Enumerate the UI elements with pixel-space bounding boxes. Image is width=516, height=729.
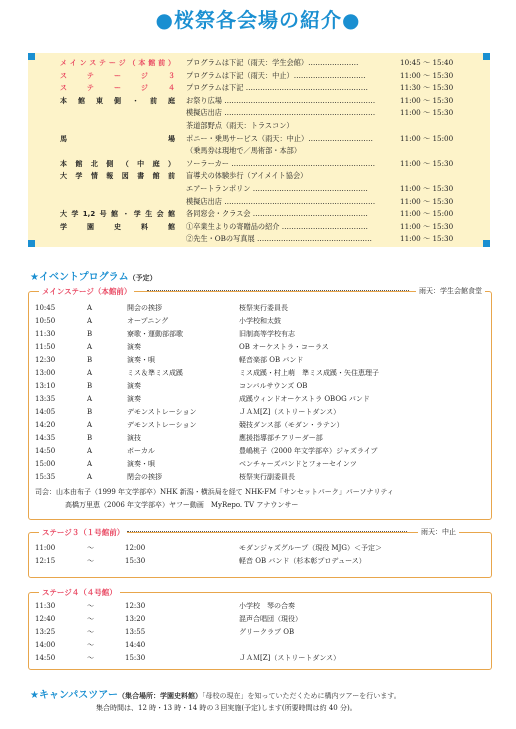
table-row (29, 613, 491, 625)
table-row (29, 639, 491, 651)
cell-sep: ～ (87, 641, 94, 649)
venue-time: 11:30 ～ 15:30 (400, 83, 454, 93)
venue-desc: プログラムは下記（雨天：中止）………………………… (186, 70, 366, 80)
venue-desc: お祭り広場 ……………………………………………………… (186, 95, 376, 105)
campus-tour-desc: 「母校の現在」を知っていただくために構内ツアーを行います。 (201, 692, 401, 700)
cell-sep: ～ (87, 557, 94, 565)
main-stage-label: メインステージ（本館前） (39, 286, 134, 297)
cell-performer: 桜祭実行副委員長 (239, 473, 295, 481)
cell-program: 演技 (127, 434, 141, 442)
venue-name: メインステージ（本館前） (60, 59, 175, 67)
page-title: ●桜祭各会場の紹介● (155, 8, 361, 32)
cell-start: 12:40 (35, 615, 56, 623)
venue-time: 11:00 ～ 15:30 (400, 196, 454, 206)
table-row (29, 406, 491, 418)
venue-name: 本館東側・前庭 (60, 96, 175, 105)
host-note: 司会：山本由布子（1999 年文学部卒）NHK 新潟・横浜局を経て NHK-FM「サンセットパーク」パーソナリティ (35, 488, 394, 496)
cell-performer: グリークラブ OB (239, 628, 295, 636)
cell-sep: ～ (87, 628, 94, 636)
cell-time: 13:00 (35, 369, 56, 377)
cell-start: 11:00 (35, 544, 56, 552)
cell-end: 15:30 (125, 654, 146, 662)
campus-tour-heading (30, 686, 401, 701)
cell-performer: 旧制高等学校有志 (239, 330, 295, 338)
cell-stage-code: A (87, 304, 93, 312)
cell-time: 14:50 (35, 447, 56, 455)
cell-performer: 小学校和太鼓 (239, 317, 281, 325)
event-program-title: ★イベントプログラム (30, 272, 129, 283)
venue-name: ステージ３ (60, 71, 175, 80)
table-row (29, 458, 491, 470)
venue-row (28, 232, 490, 246)
cell-program: 演奏 (127, 382, 141, 390)
venue-desc: 茶道部野点（雨天：トラスコン） (186, 121, 294, 130)
cell-time: 10:45 (35, 304, 56, 312)
cell-time: 15:35 (35, 473, 56, 481)
cell-time: 13:35 (35, 395, 56, 403)
host-note: 高橋万里恵（2006 年文学部卒）ヤフー動画 MyRepo. TV アナウンサー (65, 501, 299, 509)
cell-end: 12:00 (125, 544, 146, 552)
cell-program: 演奏 (127, 343, 141, 351)
cell-time: 14:20 (35, 421, 56, 429)
venue-desc: 各同窓会・クラス会 ………………………………………… (186, 209, 368, 219)
table-row (29, 354, 491, 366)
cell-performer: OB オーケストラ・コーラス (239, 343, 329, 351)
venue-time: 11:00 ～ 15:30 (400, 158, 454, 168)
table-row (29, 393, 491, 405)
event-program-heading (30, 268, 157, 283)
stage3-rain: 雨天：中止 (418, 527, 459, 537)
venue-list (28, 53, 490, 247)
venue-time: 11:00 ～ 15:00 (400, 133, 454, 143)
cell-end: 13:55 (125, 628, 146, 636)
stage3-label: ステージ３（１号館前） (39, 527, 127, 538)
cell-time: 14:05 (35, 408, 56, 416)
cell-performer: 軽音 OB バンド（杉本彰プロデュース） (239, 557, 366, 565)
venue-desc: 模擬店出店 ……………………………………………………… (186, 108, 376, 118)
venue-name: ステージ４ (60, 84, 175, 93)
cell-stage-code: B (87, 382, 93, 390)
cell-performer: モダンジャズグループ（現役 MJG）＜予定＞ (239, 544, 382, 552)
cell-performer: 桜祭実行委員長 (239, 304, 288, 312)
cell-end: 15:30 (125, 557, 146, 565)
venue-desc: ②先生・OBの写真展 ………………………………………… (186, 234, 372, 244)
cell-time: 15:00 (35, 460, 56, 468)
cell-end: 14:40 (125, 641, 146, 649)
cell-program: 閉会の挨拶 (127, 473, 162, 481)
cell-end: 13:20 (125, 615, 146, 623)
stage3-box (28, 528, 492, 578)
cell-stage-code: B (87, 434, 93, 442)
cell-stage-code: A (87, 473, 93, 481)
event-program-note: （予定） (128, 274, 157, 282)
venue-time: 11:00 ～ 15:30 (400, 234, 454, 244)
cell-performer: ミス成蹊・村上萌 準ミス成蹊・矢住恵理子 (239, 369, 379, 377)
cell-performer: コンバルサウンズ OB (239, 382, 308, 390)
venue-desc: ポニー・乗馬サービス（雨天：中止）……………………… (186, 133, 373, 143)
venue-time: 11:00 ～ 15:30 (400, 70, 454, 80)
cell-time: 12:30 (35, 356, 56, 364)
table-row (29, 471, 491, 483)
divider (127, 531, 407, 532)
venue-name: 本館北側（中庭） (60, 159, 175, 168)
cell-time: 11:50 (35, 343, 56, 351)
table-row (29, 367, 491, 379)
venue-time: 11:00 ～ 15:30 (400, 95, 454, 105)
cell-sep: ～ (87, 602, 94, 610)
cell-start: 11:30 (35, 602, 56, 610)
venue-name: 大学情報図書館前 (60, 172, 175, 181)
table-row (29, 445, 491, 457)
venue-desc: エアートランポリン ………………………………………… (186, 184, 368, 193)
cell-sep: ～ (87, 615, 94, 623)
main-stage-rain: 雨天：学生会館食堂 (416, 286, 485, 296)
table-row (29, 341, 491, 353)
venue-time: 11:00 ～ 15:30 (400, 108, 454, 118)
cell-end: 12:30 (125, 602, 146, 610)
cell-stage-code: A (87, 460, 93, 468)
cell-performer: 小学校 琴の合奏 (239, 602, 295, 610)
cell-performer: 豊嶋桃子（2000 年文学部卒）ジャズライブ (239, 447, 378, 455)
venue-desc: プログラムは下記（雨天：学生会館）………………… (186, 58, 359, 67)
campus-tour-title: ★キャンパスツアー (30, 690, 118, 701)
cell-stage-code: A (87, 395, 93, 403)
table-row (29, 315, 491, 327)
cell-start: 13:25 (35, 628, 56, 636)
table-row (29, 542, 491, 554)
table-row (29, 626, 491, 638)
cell-stage-code: B (87, 330, 93, 338)
cell-stage-code: B (87, 408, 93, 416)
table-row (29, 302, 491, 314)
venue-desc: 盲導犬の体験歩行（アイメイト協会） (186, 171, 308, 181)
table-row (29, 380, 491, 392)
cell-time: 10:50 (35, 317, 56, 325)
venue-desc: （乗馬券は現地で／馬術部・本部） (186, 146, 302, 156)
cell-program: デモンストレーション (127, 421, 197, 429)
venue-desc: ソーラーカー …………………………………………………… (186, 158, 376, 168)
venue-time: 11:00 ～ 15:30 (400, 184, 454, 193)
table-row (29, 328, 491, 340)
cell-program: 演奏 (127, 395, 141, 403)
table-row (29, 432, 491, 444)
campus-tour-meet: （集合場所：学園史料館） (117, 692, 202, 700)
cell-program: デモンストレーション (127, 408, 197, 416)
cell-stage-code: A (87, 421, 93, 429)
cell-performer: 混声合唱団（現役） (239, 615, 302, 623)
cell-stage-code: A (87, 447, 93, 455)
venue-time: 11:00 ～ 15:30 (400, 221, 454, 231)
campus-tour-times: 集合時間は、12 時・13 時・14 時の３回実施(予定)します(所要時間は約 40 分)。 (96, 704, 357, 712)
cell-performer: 競技ダンス部（モダン・ラテン） (239, 421, 344, 429)
cell-performer: ＪＡＭ[Z]（ストリートダンス） (239, 654, 341, 662)
cell-start: 14:00 (35, 641, 56, 649)
table-row (29, 555, 491, 567)
divider (147, 290, 409, 291)
cell-program: 演奏・唄 (127, 460, 155, 468)
table-row (29, 419, 491, 431)
venue-time: 11:00 ～ 15:00 (400, 209, 454, 219)
cell-program: 寮歌・運動部部歌 (127, 330, 183, 338)
table-row (29, 600, 491, 612)
stage4-box (28, 588, 492, 670)
cell-time: 14:35 (35, 434, 56, 442)
cell-performer: 軽音楽部 OB バンド (239, 356, 304, 364)
cell-program: オープニング (127, 317, 169, 325)
cell-program: 演奏・唄 (127, 356, 155, 364)
venue-desc: プログラムは下記 …………………………………………… (186, 83, 368, 93)
cell-program: ミス＆準ミス成蹊 (127, 369, 183, 377)
cell-stage-code: A (87, 343, 93, 351)
venue-desc: 模擬店出店 ……………………………………………………… (186, 196, 376, 206)
cell-stage-code: B (87, 356, 93, 364)
cell-performer: ＪＡＭ[Z]（ストリートダンス） (239, 408, 341, 416)
venue-desc: ①卒業生よりの寄贈品の紹介 ……………………………… (186, 221, 368, 231)
cell-performer: 應援指導部チアリーダー部 (239, 434, 323, 442)
cell-start: 14:50 (35, 654, 56, 662)
cell-stage-code: A (87, 369, 93, 377)
cell-sep: ～ (87, 654, 94, 662)
cell-program: 開会の挨拶 (127, 304, 162, 312)
main-stage-box (28, 287, 492, 520)
cell-program: ボーカル (127, 447, 155, 455)
venue-name: 学園史料館 (60, 222, 175, 231)
venue-name: 馬場 (60, 134, 175, 143)
table-row (29, 652, 491, 664)
cell-time: 13:10 (35, 382, 56, 390)
cell-time: 11:30 (35, 330, 56, 338)
cell-performer: 成蹊ウィンドオーケストラ OBOG バンド (239, 395, 370, 403)
cell-sep: ～ (87, 544, 94, 552)
cell-start: 12:15 (35, 557, 56, 565)
stage4-label: ステージ４（４号館） (39, 587, 120, 598)
venue-time: 10:45 ～ 15:40 (400, 58, 454, 67)
cell-performer: ベンチャーズバンドとフォーセインツ (239, 460, 357, 468)
cell-stage-code: A (87, 317, 93, 325)
venue-name: 大学1,2号館・学生会館 (60, 210, 175, 219)
